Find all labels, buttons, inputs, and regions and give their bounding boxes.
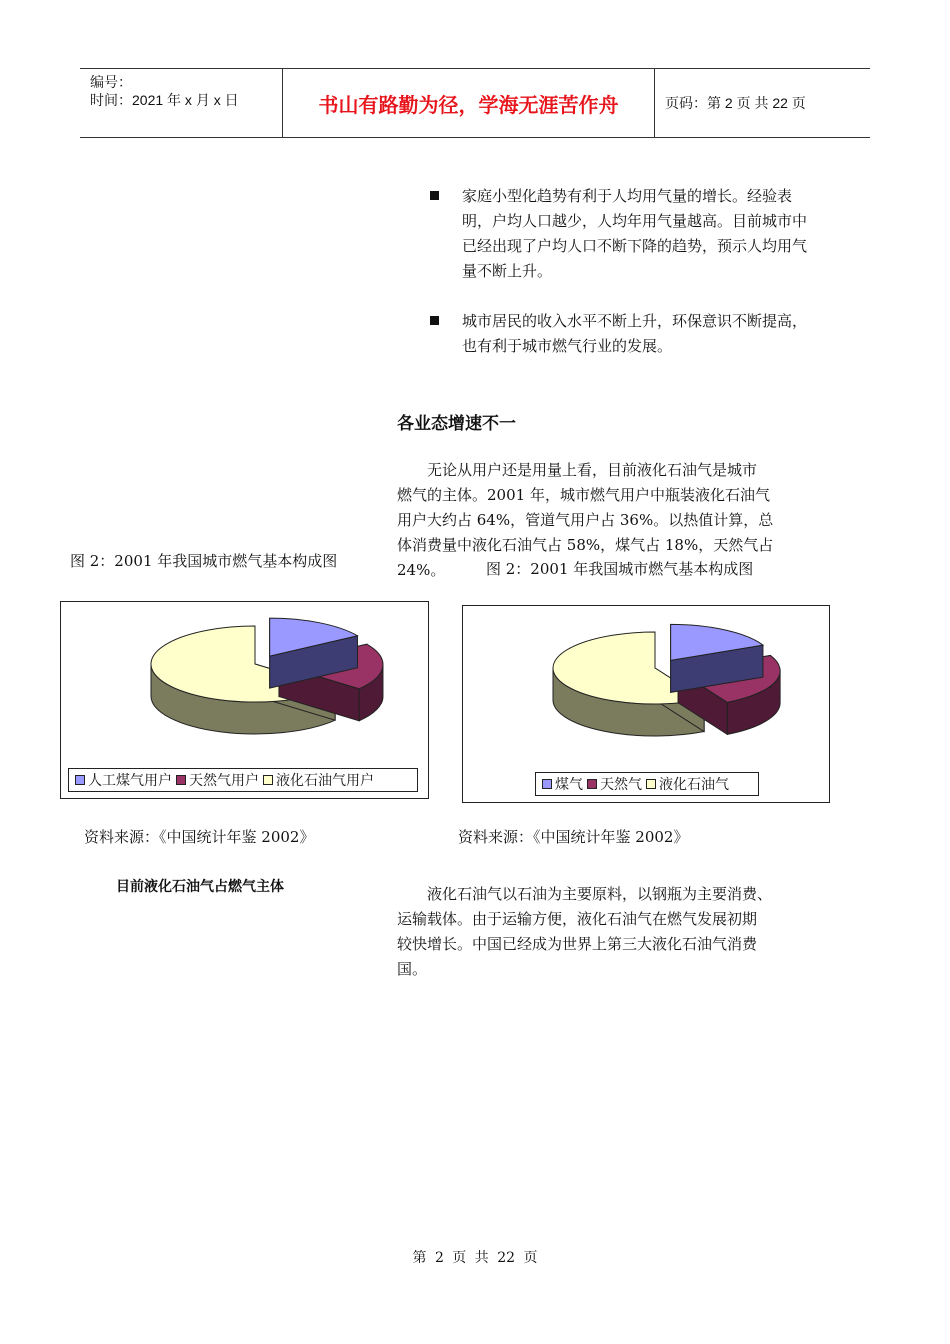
legend-item — [75, 770, 172, 790]
legend-label: 人工煤气用户 — [88, 773, 172, 789]
paragraph-line: 液化石油气以石油为主要原料，以钢瓶为主要消费、 — [397, 885, 773, 903]
chart-legend — [68, 768, 418, 792]
header-motto: 书山有路勤为径，学海无涯苦作舟 — [282, 69, 655, 137]
paragraph-line: 国。 — [397, 960, 428, 978]
header-page-info: 页码：第 2 页 共 22 页 — [665, 95, 806, 111]
legend-item — [646, 774, 729, 794]
source-right: 资料来源：《中国统计年鉴 2002》 — [458, 828, 689, 846]
figure-caption-left: 图 2：2001 年我国城市燃气基本构成图 — [70, 552, 338, 570]
legend-swatch — [263, 775, 273, 785]
legend-item — [542, 774, 583, 794]
paragraph-line: 燃气的主体。2001 年，城市燃气用户中瓶装液化石油气 — [397, 486, 770, 504]
section-heading: 各业态增速不一 — [397, 414, 516, 434]
legend-swatch — [75, 775, 85, 785]
page-header — [80, 68, 870, 138]
legend-item — [176, 770, 259, 790]
pie-chart-users — [60, 601, 429, 799]
legend-swatch — [176, 775, 186, 785]
header-meta — [80, 69, 282, 137]
paragraph-line: 运输载体。由于运输方便，液化石油气在燃气发展初期 — [397, 910, 758, 928]
square-bullet-icon — [430, 316, 439, 325]
square-bullet-icon — [430, 191, 439, 200]
legend-label: 液化石油气用户 — [276, 773, 374, 789]
legend-swatch — [587, 779, 597, 789]
chart-legend — [535, 772, 759, 796]
paragraph-line: 体消费量中液化石油气占 58%，煤气占 18%，天然气占 — [397, 536, 774, 554]
source-left: 资料来源：《中国统计年鉴 2002》 — [84, 828, 315, 846]
legend-label: 天然气 — [600, 777, 642, 793]
legend-item — [263, 770, 374, 790]
paragraph-line: 较快增长。中国已经成为世界上第三大液化石油气消费 — [397, 935, 758, 953]
document-number: 编号： — [90, 74, 132, 90]
bullet-text: 城市居民的收入水平不断上升，环保意识不断提高，也有利于城市燃气行业的发展。 — [462, 312, 808, 355]
lpg-paragraph — [397, 882, 827, 982]
legend-label: 天然气用户 — [189, 773, 259, 789]
paragraph-line: 用户大约占 64%，管道气用户占 36%。以热值计算，总 — [397, 511, 774, 529]
figure-caption-right: 图 2：2001 年我国城市燃气基本构成图 — [486, 560, 754, 578]
legend-swatch — [646, 779, 656, 789]
legend-label: 液化石油气 — [659, 777, 729, 793]
legend-label: 煤气 — [555, 777, 583, 793]
page-footer: 第 2 页 共 22 页 — [412, 1250, 538, 1266]
paragraph-line: 无论从用户还是用量上看，目前液化石油气是城市 — [397, 461, 758, 479]
document-time: 时间：2021 年 x 月 x 日 — [90, 92, 239, 108]
bullet-text: 家庭小型化趋势有利于人均用气量的增长。经验表明，户均人口越少，人均年用气量越高。目前城市中已经出现了户均人口不断下降的趋势，预示人均用气量不断上升。 — [462, 187, 808, 280]
lpg-heading: 目前液化石油气占燃气主体 — [116, 879, 284, 895]
pie-chart-consumption — [462, 605, 830, 803]
legend-item — [587, 774, 642, 794]
paragraph-line: 24%。 — [397, 561, 446, 579]
legend-swatch — [542, 779, 552, 789]
